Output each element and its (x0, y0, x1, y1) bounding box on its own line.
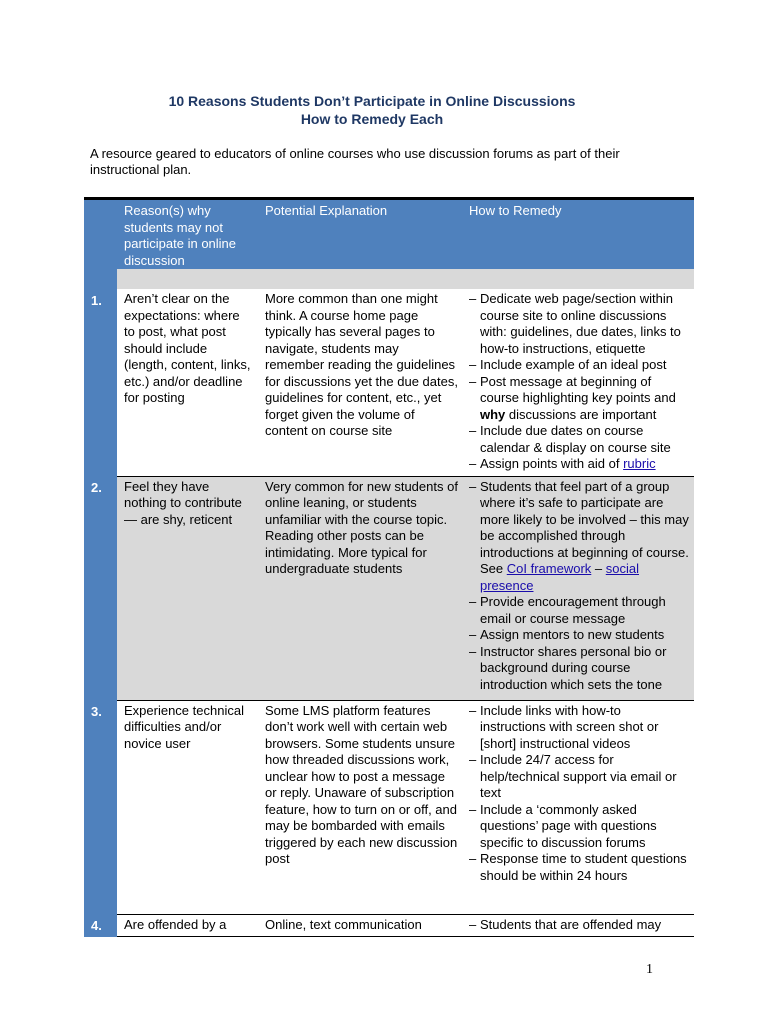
explanation-cell: Online, text communication (258, 914, 462, 937)
reason-cell: Are offended by a (117, 914, 258, 937)
list-item: – Post message at beginning of course highlighting key points and why discussions are important (469, 374, 690, 424)
list-item: – Response time to student questions should be within 24 hours (469, 851, 690, 884)
page-number: 1 (646, 962, 653, 977)
list-item: – Include a ‘commonly asked questions’ page with questions specific to discussion forums (469, 802, 690, 852)
list-item: – Assign points with aid of rubric (469, 456, 690, 473)
reason-cell: Aren’t clear on the expectations: where to post, what post should include (length, content, links, etc.) and/or deadline for posting (117, 289, 258, 476)
header-remedy: How to Remedy (462, 199, 694, 270)
list-item: – Dedicate web page/section within course site to online discussions with: guidelines, due dates, links to how-to instructions, etiquette (469, 291, 690, 357)
remedy-list (469, 291, 690, 473)
list-item: – Assign mentors to new students (469, 627, 690, 644)
table-header-row (84, 199, 694, 270)
rubric-link[interactable]: rubric (623, 456, 656, 471)
remedy-list (469, 703, 690, 885)
remedy-cell (462, 476, 694, 700)
remedy-list (469, 479, 690, 694)
list-item: – Students that feel part of a group where it’s safe to participate are more likely to be involved – this may be accomplished through introductions at beginning of course. See CoI framework – social presence (469, 479, 690, 595)
header-reason: Reason(s) why students may not participate in online discussion (117, 199, 258, 270)
row-number: 1. (84, 289, 117, 476)
table-row (84, 700, 694, 914)
title-line-2: How to Remedy Each (300, 111, 444, 127)
header-explanation: Potential Explanation (258, 199, 462, 270)
list-item: – Include 24/7 access for help/technical support via email or text (469, 752, 690, 802)
list-item: – Instructor shares personal bio or background during course introduction which sets the tone (469, 644, 690, 694)
explanation-cell: Very common for new students of online leaning, or students unfamiliar with the course topic. Reading other posts can be intimidating. More typical for undergraduate students (258, 476, 462, 700)
coi-framework-link[interactable]: CoI framework (506, 561, 592, 576)
remedy-cell (462, 700, 694, 914)
reason-cell: Feel they have nothing to contribute — are shy, reticent (117, 476, 258, 700)
explanation-cell: More common than one might think. A course home page typically has several pages to navigate, students may remember reading the guidelines for discussions yet the due dates, guidelines for content, etc., yet forget given the volume of content on course site (258, 289, 462, 476)
list-item: – Include due dates on course calendar & display on course site (469, 423, 690, 456)
document-title (0, 92, 744, 128)
table-row (84, 289, 694, 476)
intro-paragraph: A resource geared to educators of online courses who use discussion forums as part of their instructional plan. (90, 146, 620, 177)
reasons-table (84, 197, 694, 937)
spacer-row (84, 269, 694, 289)
title-line-1: 10 Reasons Students Don’t Participate in Online Discussions (168, 93, 576, 109)
list-item: – Provide encouragement through email or course message (469, 594, 690, 627)
explanation-cell: Some LMS platform features don’t work well with certain web browsers. Some students unsure how threaded discussions work, unclear how to post a message or reply. Unaware of subscription feature, how to turn on or off, and may be bombarded with emails triggered by each new discussion post (258, 700, 462, 914)
list-item: – Include example of an ideal post (469, 357, 690, 374)
remedy-cell (462, 914, 694, 937)
table-row (84, 914, 694, 937)
remedy-list (469, 917, 690, 934)
row-number: 2. (84, 476, 117, 700)
social-presence-link[interactable]: social presence (480, 561, 639, 593)
row-number: 4. (84, 914, 117, 937)
table-row (84, 476, 694, 700)
remedy-cell (462, 289, 694, 476)
header-number-cell (84, 199, 117, 270)
list-item: – Students that are offended may (469, 917, 690, 934)
row-number: 3. (84, 700, 117, 914)
list-item: – Include links with how-to instructions with screen shot or [short] instructional videos (469, 703, 690, 753)
reason-cell: Experience technical difficulties and/or novice user (117, 700, 258, 914)
